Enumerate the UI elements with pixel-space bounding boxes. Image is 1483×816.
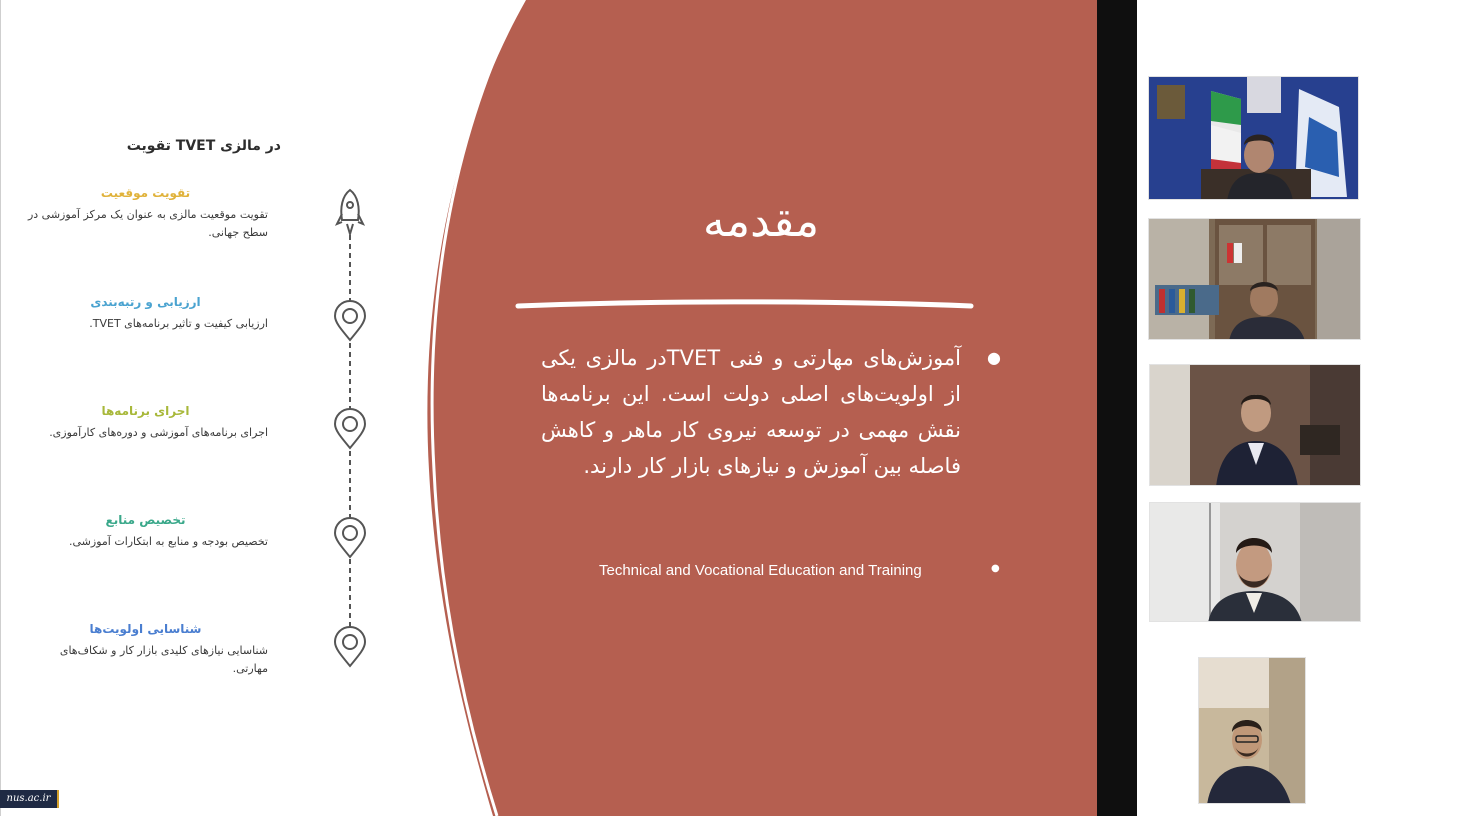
video-frame — [1149, 219, 1361, 340]
participant-5-video[interactable] — [1198, 657, 1306, 804]
timeline-item — [23, 295, 268, 333]
bullet-dot-icon: ● — [991, 563, 1000, 574]
timeline-description: ارزیابی کیفیت و تاثیر برنامه‌های TVET. — [89, 317, 268, 330]
bullet-dot-icon: ● — [987, 348, 1001, 367]
timeline-heading: تقویت موقعیت — [100, 186, 191, 200]
video-frame — [1199, 658, 1306, 804]
video-frame — [1150, 365, 1361, 486]
timeline-title: در مالزی TVET تقویت — [126, 138, 281, 154]
divider-bar — [1097, 0, 1137, 816]
slide-title: مقدمه — [702, 196, 820, 247]
map-pin-icon — [335, 301, 365, 340]
participant-1-video[interactable] — [1148, 76, 1359, 200]
timeline-item — [23, 404, 268, 442]
participant-3-video[interactable] — [1149, 364, 1361, 486]
timeline-description: تقویت موقعیت مالزی به عنوان یک مرکز آموزشی در سطح جهانی. — [27, 208, 268, 239]
map-pin-icon — [335, 518, 365, 557]
timeline-item — [23, 622, 268, 678]
participant-2-video[interactable] — [1148, 218, 1361, 340]
timeline-heading: شناسایی اولویت‌ها — [89, 622, 202, 636]
participant-4-video[interactable] — [1149, 502, 1361, 622]
map-pin-icon — [335, 409, 365, 448]
video-frame — [1150, 503, 1361, 622]
slide-bullet-text: آموزش‌های مهارتی و فنی TVETدر مالزی یکی از اولویت‌های اصلی دولت است. این برنامه‌ها نقش مهمی در توسعه نیروی کار ماهر و کاهش فاصله بین آموزش و نیازهای بازار کار دارند. — [541, 346, 962, 478]
timeline-track — [325, 0, 375, 680]
timeline-item — [23, 513, 268, 551]
timeline-item — [23, 186, 268, 242]
timeline-description: اجرای برنامه‌های آموزشی و دوره‌های کارآموزی. — [49, 426, 268, 439]
timeline-heading: تخصیص منابع — [105, 513, 186, 527]
rocket-icon — [337, 190, 363, 234]
participants-panel — [1137, 0, 1483, 816]
timeline-description: شناسایی نیازهای کلیدی بازار کار و شکاف‌های مهارتی. — [59, 644, 268, 675]
timeline-description: تخصیص بودجه و منابع به ابتکارات آموزشی. — [69, 535, 268, 548]
video-frame — [1149, 77, 1359, 200]
timeline-heading: ارزیابی و رتبه‌بندی — [90, 295, 201, 309]
site-watermark: nus.ac.ir — [0, 790, 59, 808]
timeline-heading: اجرای برنامه‌ها — [101, 404, 190, 418]
slide-bullet-english: Technical and Vocational Education and Training — [599, 562, 922, 579]
map-pin-icon — [335, 627, 365, 666]
